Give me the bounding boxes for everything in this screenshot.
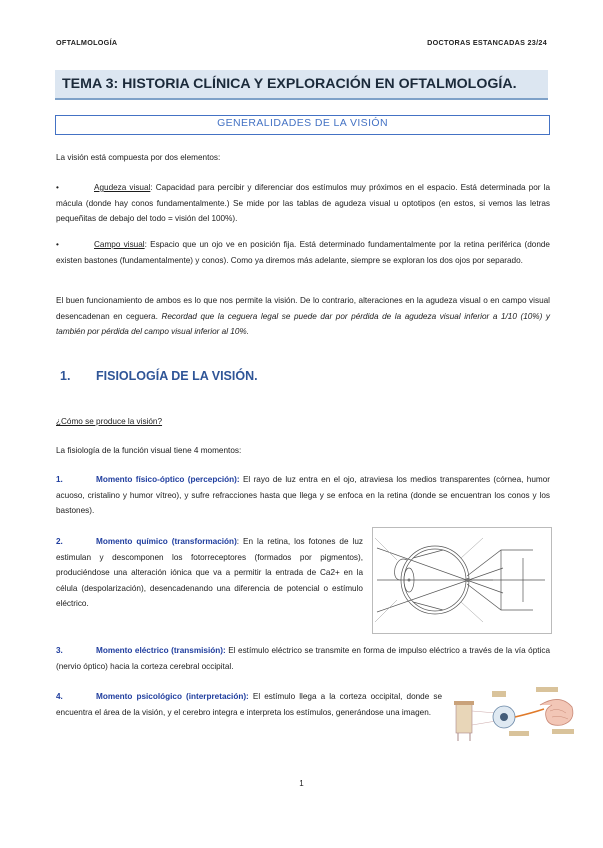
- visual-pathway-svg: [452, 683, 578, 745]
- moment-number: 2.: [56, 537, 63, 546]
- eye-diagram-image: [372, 527, 552, 634]
- moments-intro: La fisiología de la función visual tiene 4 momentos:: [56, 446, 242, 455]
- bullet-marker: •: [56, 183, 59, 192]
- moment-4: [56, 689, 442, 720]
- page-number: 1: [299, 779, 304, 788]
- moment-text: El estímulo eléctrico se transmite en forma de impulso eléctrico a través de la vía óptica (nervio óptico) hacia la corteza cerebral occipital.: [56, 646, 550, 671]
- bullet-text: : Espacio que un ojo ve en posición fija. Está determinado fundamentalmente por la retina periférica (donde existen bastones (fundamentalmente) y conos). Como ya diremos más adelante, siempre se exploran los dos ojos por separado.: [56, 240, 550, 265]
- functioning-italic: Recordad que la ceguera legal se puede dar por pérdida de la agudeza visual inferior a 1/10 (10%) y también por pérdida del campo visual inferior al 10%.: [56, 311, 550, 336]
- page-title: TEMA 3: HISTORIA CLÍNICA Y EXPLORACIÓN EN OFTALMOLOGÍA.: [62, 76, 517, 92]
- moment-1: [56, 472, 550, 519]
- moment-title: Momento eléctrico (transmisión):: [96, 646, 226, 655]
- header-left: OFTALMOLOGÍA: [56, 38, 118, 47]
- intro-text: La visión está compuesta por dos elementos:: [56, 153, 221, 162]
- moment-text: El rayo de luz entra en el ojo, atraviesa los medios transparentes (córnea, humor acuoso, cristalino y humor vítreo), y sufre refracciones hasta que llega y se enfoca en la retina (donde se encuentran los conos y los bastones).: [56, 475, 550, 515]
- header-right: DOCTORAS ESTANCADAS 23/24: [427, 38, 547, 47]
- functioning-text: El buen funcionamiento de ambos es lo que nos permite la visión. De lo contrario, alteraciones en la agudeza visual o en campo visual desencadenan en ceguera.: [56, 296, 550, 321]
- eye-diagram-svg: [373, 528, 551, 633]
- visual-pathway-image: [452, 683, 578, 745]
- moment-title: Momento químico (transformación): [96, 537, 237, 546]
- question-heading: ¿Cómo se produce la visión?: [56, 417, 163, 426]
- functioning-paragraph: [56, 293, 550, 340]
- section-title: FISIOLOGÍA DE LA VISIÓN.: [96, 369, 258, 383]
- moment-text: : En la retina, los fotones de luz estimulan y descomponen los fotorreceptores (formados por pigmentos), produciéndose una alteración iónica que va a permitir la entrada de Ca2+ en la célula (despolarización), desencadenando una diferencia de potencial o estímulo eléctrico.: [56, 537, 363, 608]
- bullet-term: Campo visual: [94, 240, 145, 249]
- moment-number: 4.: [56, 692, 63, 701]
- moment-text: El estímulo llega a la corteza occipital, donde se encuentra el área de la visión, y el cerebro integra e interpreta los estímulos, generándose una imagen.: [56, 692, 442, 717]
- bullet-agudeza: [56, 180, 550, 227]
- subtitle: GENERALIDADES DE LA VISIÓN: [217, 117, 388, 129]
- moment-3: [56, 643, 550, 674]
- moment-2: [56, 534, 363, 612]
- moment-title: Momento físico-óptico (percepción):: [96, 475, 240, 484]
- bullet-text: : Capacidad para percibir y diferenciar dos estímulos muy próximos en el espacio. Está determinada por la mácula (donde hay conos fundamentalmente.) Se mide por las tablas de agudeza visual u optotipos (en estos, si vemos las letras pequeñitas de debajo del todo = visión del 100%).: [56, 183, 550, 223]
- bullet-marker: •: [56, 240, 59, 249]
- bullet-term: Agudeza visual: [94, 183, 151, 192]
- moment-number: 1.: [56, 475, 63, 484]
- section-number: 1.: [60, 369, 71, 383]
- bullet-campo: [56, 237, 550, 268]
- moment-title: Momento psicológico (interpretación):: [96, 692, 249, 701]
- moment-number: 3.: [56, 646, 63, 655]
